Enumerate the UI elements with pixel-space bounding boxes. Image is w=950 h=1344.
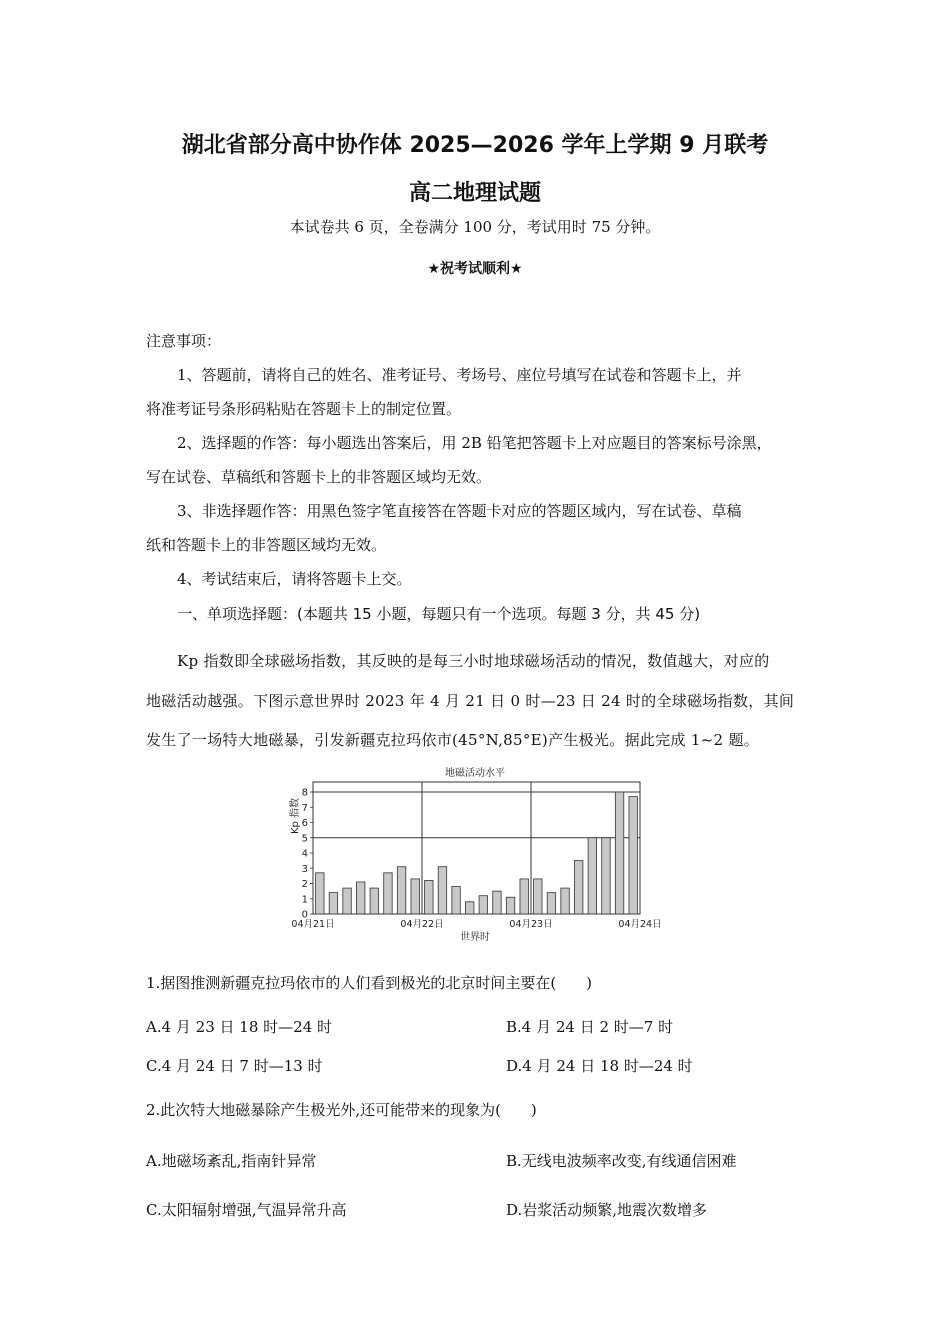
question-1-option-b: B.4 月 24 日 2 时—7 时 bbox=[506, 1018, 674, 1036]
chart-bar bbox=[615, 792, 623, 914]
chart-bar bbox=[452, 887, 460, 914]
chart-y-axis-label: Kp 指数 bbox=[290, 797, 301, 835]
question-2-option-b: B.无线电波频率改变,有线通信困难 bbox=[506, 1152, 737, 1170]
chart-x-tick-label: 04月23日 bbox=[509, 919, 553, 930]
note-3-line-2: 纸和答题卡上的非答题区域均无效。 bbox=[146, 536, 387, 554]
chart-y-tick-label: 6 bbox=[301, 818, 308, 829]
chart-bar bbox=[493, 891, 501, 914]
chart-bar bbox=[534, 879, 542, 914]
chart-bar bbox=[343, 888, 351, 914]
question-1-option-a: A.4 月 23 日 18 时—24 时 bbox=[146, 1018, 333, 1036]
note-1-line-1: 1、答题前，请将自己的姓名、准考证号、考场号、座位号填写在试卷和答题卡上，并 bbox=[177, 366, 742, 384]
chart-bar bbox=[425, 880, 433, 914]
chart-bar bbox=[465, 902, 473, 914]
section-description: (本题共 15 小题，每题只有一个选项。每题 3 分，共 45 分) bbox=[297, 605, 701, 623]
chart-y-tick-label: 5 bbox=[301, 833, 308, 845]
chart-reference-lines bbox=[313, 792, 640, 838]
chart-bar bbox=[520, 879, 528, 914]
chart-bar bbox=[384, 873, 392, 914]
chart-y-tick-label: 2 bbox=[301, 879, 308, 890]
kp-index-chart bbox=[280, 762, 670, 947]
question-2-option-c: C.太阳辐射增强,气温异常升高 bbox=[146, 1201, 347, 1219]
chart-bar bbox=[356, 882, 364, 914]
chart-x-ticks bbox=[291, 919, 661, 930]
exam-subject-title: 高二地理试题 bbox=[408, 181, 541, 206]
chart-bar bbox=[479, 896, 487, 914]
chart-bar bbox=[602, 838, 610, 914]
question-1-stem: 1.据图推测新疆克拉玛依市的人们看到极光的北京时间主要在( ) bbox=[146, 974, 593, 992]
notes-heading: 注意事项： bbox=[146, 332, 222, 350]
section-label: 一、单项选择题： bbox=[177, 605, 298, 623]
chart-bar bbox=[316, 873, 324, 914]
chart-bar bbox=[370, 888, 378, 914]
note-3-line-1: 3、非选择题作答：用黑色签字笔直接答在答题卡对应的答题区域内，写在试卷、草稿 bbox=[177, 502, 742, 520]
chart-bar bbox=[574, 861, 582, 914]
question-2-option-a: A.地磁场紊乱,指南针异常 bbox=[146, 1152, 317, 1170]
note-2-line-2: 写在试卷、草稿纸和答题卡上的非答题区域均无效。 bbox=[146, 468, 492, 486]
question-2-stem: 2.此次特大地磁暴除产生极光外,还可能带来的现象为( ) bbox=[146, 1101, 537, 1119]
chart-bar bbox=[411, 879, 419, 914]
intro-line-2: 地磁活动越强。下图示意世界时 2023 年 4 月 21 日 0 时—23 日 24 时的全球磁场指数，其间 bbox=[146, 692, 795, 710]
chart-y-tick-label: 0 bbox=[301, 909, 308, 921]
chart-y-tick-label: 1 bbox=[301, 894, 308, 906]
intro-line-3: 发生了一场特大地磁暴，引发新疆克拉玛依市(45°N,85°E)产生极光。据此完成 1~2 题。 bbox=[146, 731, 760, 749]
chart-bar bbox=[561, 888, 569, 914]
exam-info: 本试卷共 6 页，全卷满分 100 分，考试用时 75 分钟。 bbox=[289, 218, 661, 236]
chart-x-tick-label: 04月22日 bbox=[400, 919, 444, 930]
intro-line-1: Kp 指数即全球磁场指数，其反映的是每三小时地球磁场活动的情况，数值越大，对应的 bbox=[177, 652, 770, 670]
chart-bars bbox=[316, 792, 638, 914]
chart-y-tick-label: 4 bbox=[301, 848, 308, 860]
chart-bar bbox=[329, 893, 337, 914]
exam-motto: ★祝考试顺利★ bbox=[427, 261, 523, 277]
note-2-line-1: 2、选择题的作答：每小题选出答案后，用 2B 铅笔把答题卡上对应题目的答案标号涂黑， bbox=[177, 434, 772, 452]
note-4-line-1: 4、考试结束后，请将答题卡上交。 bbox=[177, 570, 412, 588]
chart-bar bbox=[547, 893, 555, 914]
question-1-option-c: C.4 月 24 日 7 时—13 时 bbox=[146, 1057, 323, 1075]
question-1-option-d: D.4 月 24 日 18 时—24 时 bbox=[506, 1057, 693, 1075]
chart-title: 地磁活动水平 bbox=[445, 768, 505, 779]
chart-x-tick-label: 04月24日 bbox=[618, 919, 662, 930]
chart-x-axis-label: 世界时 bbox=[460, 932, 490, 943]
chart-y-tick-label: 7 bbox=[301, 802, 308, 814]
section-heading bbox=[177, 603, 700, 624]
question-2-option-d: D.岩浆活动频繁,地震次数增多 bbox=[506, 1201, 708, 1219]
chart-bar bbox=[397, 867, 405, 914]
chart-bar bbox=[438, 867, 446, 914]
chart-bar bbox=[506, 897, 514, 914]
chart-bar bbox=[629, 797, 637, 914]
chart-y-tick-label: 3 bbox=[301, 863, 308, 875]
chart-y-tick-label: 8 bbox=[301, 787, 308, 799]
chart-x-tick-label: 04月21日 bbox=[291, 919, 335, 930]
note-1-line-2: 将准考证号条形码粘贴在答题卡上的制定位置。 bbox=[146, 400, 462, 418]
chart-y-ticks bbox=[302, 788, 313, 921]
exam-title: 湖北省部分高中协作体 2025—2026 学年上学期 9 月联考 bbox=[181, 133, 769, 158]
chart-bar bbox=[588, 838, 596, 914]
